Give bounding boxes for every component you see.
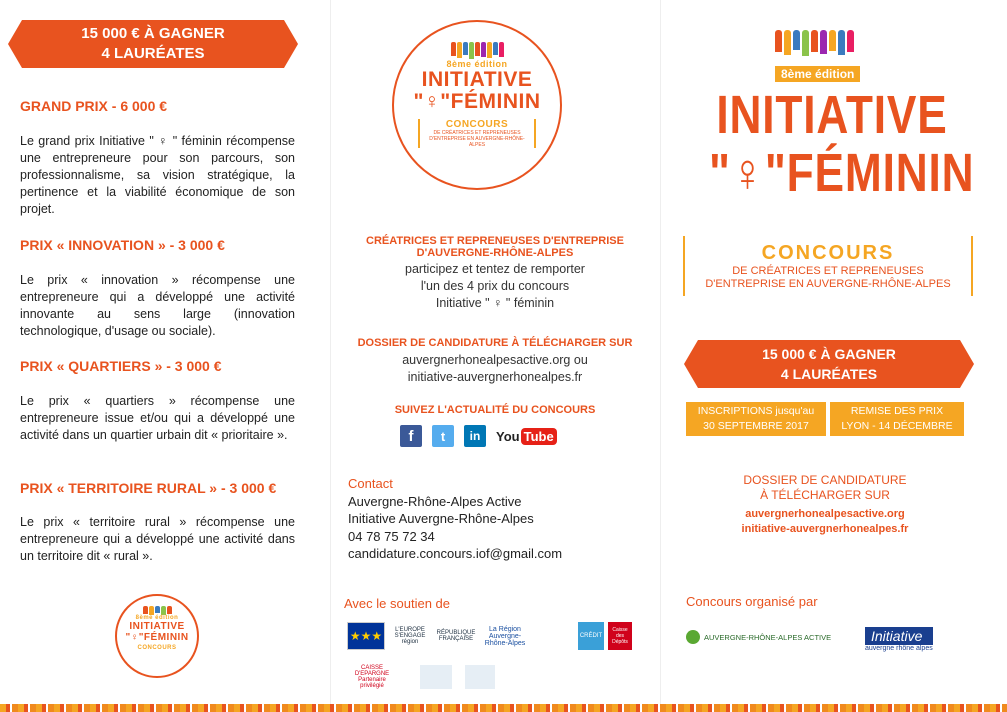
edition-badge: 8ème édition [775, 66, 860, 82]
concours-box [683, 236, 973, 296]
organise-label: Concours organisé par [686, 594, 818, 609]
right-dossier-block [660, 473, 990, 537]
prize-ribbon [22, 20, 284, 68]
rural-prize-text: Le prix « territoire rural » récompense une entrepreneure qui a développé une activité dans un territoire dit « rural ». [20, 515, 295, 563]
intro-heading-1: CRÉATRICES ET REPRENEUSES D'ENTREPRISE [366, 235, 624, 247]
quartiers-prize-text: Le prix « quartiers » récompense une entrepreneure issue et/ou qui a développé une activité dans un quartier urbain dit « prioritaire ». [20, 394, 295, 442]
people-illustration-icon [394, 42, 560, 59]
rural-prize-title: PRIX « TERRITOIRE RURAL » - 3 000 € [20, 480, 277, 496]
right-url-1[interactable]: auvergnerhonealpesactive.org [745, 508, 905, 520]
logo-edition: 8ème édition [446, 59, 508, 69]
right-dossier-2: À TÉLÉCHARGER SUR [760, 488, 890, 502]
org1-logo [686, 630, 831, 644]
follow-heading-text: SUIVEZ L'ACTUALITÉ DU CONCOURS [394, 404, 596, 416]
remise-box [830, 402, 964, 447]
circle-logo-icon [686, 630, 700, 644]
people-illustration-icon [775, 30, 854, 56]
innovation-prize-title: PRIX « INNOVATION » - 3 000 € [20, 237, 225, 253]
grand-prix-title: GRAND PRIX - 6 000 € [20, 98, 168, 114]
intro-block [330, 235, 660, 312]
grand-prix-text: Le grand prix Initiative " ♀ " féminin récompense une entrepreneure pour son parcours, son professionnalisme, sa vision stratégique, la pertinence et la viabilité économique de son projet. [20, 134, 295, 216]
contact-phone[interactable]: 04 78 75 72 34 [348, 528, 435, 544]
contact-label: Contact [348, 476, 393, 491]
partner-logo-1 [420, 665, 452, 689]
quartiers-prize-title: PRIX « QUARTIERS » - 3 000 € [20, 358, 222, 374]
facebook-icon[interactable]: f [400, 425, 422, 447]
partner-logo-2 [465, 665, 495, 689]
concours-sub-2: D'ENTREPRISE EN AUVERGNE-RHÔNE-ALPES [705, 278, 951, 290]
main-title-2: "♀"FÉMININ [709, 143, 975, 203]
inscriptions-box [686, 402, 826, 436]
social-links [400, 425, 557, 447]
youtube-tube: Tube [521, 428, 557, 445]
main-title-1: INITIATIVE [716, 85, 948, 145]
concours-sub-1: DE CRÉATRICES ET REPRENEUSES [732, 265, 924, 277]
right-panel [660, 0, 1007, 712]
org2-logo [865, 627, 933, 652]
intro-line-1: participez et tentez de remporter [405, 262, 585, 276]
intro-line-3: Initiative " ♀ " féminin [435, 296, 555, 310]
small-logo-title-1: INITIATIVE [129, 621, 185, 632]
people-illustration-icon [117, 606, 197, 615]
caisse-epargne-logo: CAISSE D'EPARGNE Partenaire privilégié [354, 665, 390, 689]
logo-title-1: INITIATIVE [421, 68, 533, 91]
contact-org-2: Initiative Auvergne-Rhône-Alpes [348, 511, 534, 526]
logo-concours: CONCOURS [445, 119, 509, 130]
linkedin-icon[interactable]: in [464, 425, 486, 447]
contact-org-1: Auvergne-Rhône-Alpes Active [348, 493, 522, 509]
region-logo: La Région Auvergne-Rhône-Alpes [484, 625, 526, 647]
twitter-icon[interactable]: t [432, 425, 454, 447]
download-link-1[interactable]: auvergnerhonealpesactive.org ou [402, 353, 588, 367]
org1-name: AUVERGNE-RHÔNE-ALPES ACTIVE [704, 632, 832, 642]
eu-flag-icon: ★★★ [347, 622, 385, 650]
support-label: Avec le soutien de [344, 596, 450, 611]
youtube-you: You [496, 428, 520, 444]
inscriptions-line-2: 30 SEPTEMBRE 2017 [703, 420, 809, 432]
contact-block [348, 475, 562, 563]
inscriptions-line-1: INSCRIPTIONS jusqu'au [697, 405, 815, 417]
right-dossier-1: DOSSIER DE CANDIDATURE [743, 473, 907, 487]
org2-name: Initiative [865, 627, 933, 645]
small-contest-logo [115, 594, 199, 678]
contest-logo-circle [392, 20, 562, 190]
logo-concours-box [418, 119, 536, 148]
download-block [330, 337, 660, 386]
concours-title: CONCOURS [761, 242, 895, 264]
left-panel [0, 0, 330, 712]
right-ribbon-line-1: 15 000 € À GAGNER [762, 346, 896, 362]
middle-panel [330, 0, 660, 712]
ribbon-line-1: 15 000 € À GAGNER [81, 25, 225, 42]
intro-line-2: l'un des 4 prix du concours [420, 279, 570, 293]
youtube-icon[interactable] [496, 428, 557, 445]
innovation-prize-text: Le prix « innovation » récompense une entrepreneure qui a développé une activité innovante au sens large (innovation technologique, d'usage ou sociale). [20, 273, 295, 338]
logo-concours-sub: DE CRÉATRICES ET REPRENEUSES D'ENTREPRISE EN AUVERGNE-RHÔNE-ALPES [429, 130, 525, 148]
right-url-2[interactable]: initiative-auvergnerhonealpes.fr [741, 523, 909, 535]
download-heading: DOSSIER DE CANDIDATURE À TÉLÉCHARGER SUR [357, 337, 633, 349]
europe-engage-logo: L'EUROPE S'ENGAGE région [394, 627, 426, 645]
remise-line-1: REMISE DES PRIX [850, 405, 944, 417]
caisse-depots-logo: Caisse des Dépôts [608, 622, 632, 650]
small-logo-edition: 8ème édition [135, 615, 179, 621]
credit-logo: CRÉDIT [578, 622, 604, 650]
intro-heading-2: D'AUVERGNE-RHÔNE-ALPES [416, 247, 574, 259]
republique-francaise-logo: RÉPUBLIQUE FRANÇAISE [436, 630, 476, 642]
download-link-2[interactable]: initiative-auvergnerhonealpes.fr [407, 370, 583, 384]
ribbon-line-2: 4 LAURÉATES [101, 45, 205, 62]
right-ribbon-line-2: 4 LAURÉATES [780, 366, 878, 382]
bottom-stripe [0, 704, 1007, 712]
small-logo-title-2: "♀"FÉMININ [125, 632, 189, 643]
remise-line-2: LYON - 14 DÉCEMBRE 2017 [841, 420, 953, 447]
right-prize-ribbon [698, 340, 960, 388]
follow-heading [330, 404, 660, 416]
contact-email[interactable]: candidature.concours.iof@gmail.com [348, 546, 563, 561]
small-logo-concours: CONCOURS [137, 645, 177, 651]
logo-title-2: "♀"FÉMININ [413, 90, 541, 113]
org2-sub: auvergne rhône alpes [865, 645, 933, 652]
